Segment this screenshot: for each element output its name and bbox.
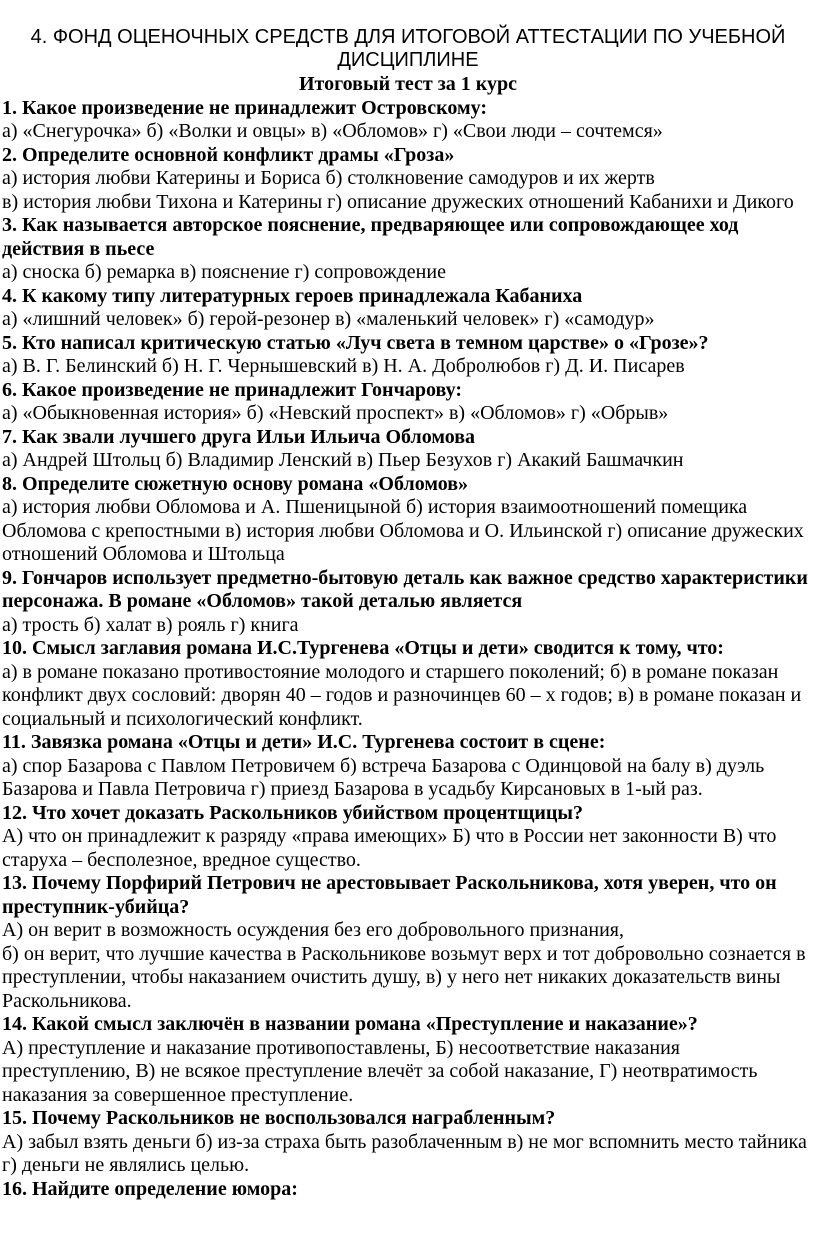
question-text: 1. Какое произведение не принадлежит Островскому: [2,96,488,119]
question-block [2,214,812,285]
answer-options: а) «Обыкновенная история» б) «Невский проспект» в) «Обломов» г) «Обрыв» [2,402,669,424]
answer-options: а) история любви Обломова и А. Пшеницыной б) история взаимоотношений помещика Обломова с крепостными в) история любви Обломова и О. Ильинской г) описание дружеских отношений Обломова и Штольца [2,496,804,565]
question-text: 2. Определите основной конфликт драмы «Гроза» [2,143,455,166]
answer-options: а) В. Г. Белинский б) Н. Г. Чернышевский в) Н. А. Добролюбов г) Д. И. Писарев [2,355,685,377]
question-block [2,379,812,426]
question-block [2,1107,812,1178]
question-text: 13. Почему Порфирий Петрович не арестовывает Раскольникова, хотя уверен, что он преступник-убийца? [2,872,777,918]
question-text: 11. Завязка романа «Отцы и дети» И.С. Тургенева состоит в сцене: [2,731,606,753]
answer-options: А) он верит в возможность осуждения без его добровольного признания, [2,919,624,941]
answer-options: а) сноска б) ремарка в) пояснение г) сопровождение [2,261,446,283]
question-text: 10. Смысл заглавия романа И.С.Тургенева «Отцы и дети» сводится к тому, что: [2,637,724,659]
question-block [2,802,812,873]
question-text: 12. Что хочет доказать Раскольников убийством процентщицы? [2,801,584,824]
question-block [2,332,812,379]
question-block [2,426,812,473]
answer-options: а) «Снегурочка» б) «Волки и овцы» в) «Обломов» г) «Свои люди – сочтемся» [2,120,663,142]
question-block [2,285,812,332]
question-block [2,731,812,802]
answer-options: а) спор Базарова с Павлом Петровичем б) встреча Базарова с Одинцовой на балу в) дуэль Базарова и Павла Петровича г) приезд Базарова в усадьбу Кирсановых в 1-ый раз. [2,754,765,800]
question-block [2,1178,812,1202]
answer-options: а) история любви Катерины и Бориса б) столкновение самодуров и их жертв [2,167,655,189]
test-title: Итоговый тест за 1 курс [298,73,518,95]
question-block [2,637,812,731]
question-text: 6. Какое произведение не принадлежит Гончарову: [2,378,462,401]
question-text: 7. Как звали лучшего друга Ильи Ильича Обломова [2,425,476,448]
answer-options: б) он верит, что лучшие качества в Раскольникове возьмут верх и тот добровольно сознается в преступлении, чтобы наказанием очистить душу, в) у него нет никаких доказательств вины Раскольникова. [2,942,806,1012]
question-text: 5. Кто написал критическую статью «Луч света в темном царстве» о «Грозе»? [2,331,709,354]
question-text: 14. Какой смысл заключён в названии романа «Преступление и наказание»? [2,1013,698,1035]
answer-options: в) история любви Тихона и Катерины г) описание дружеских отношений Кабанихи и Дикого [2,190,794,213]
question-text: 3. Как называется авторское пояснение, предваряющее или сопровождающее ход действия в пьесе [2,214,739,260]
document-header: 4. ФОНД ОЦЕНОЧНЫХ СРЕДСТВ ДЛЯ ИТОГОВОЙ АТТЕСТАЦИИ ПО УЧЕБНОЙ ДИСЦИПЛИНЕ [30,26,786,71]
question-text: 9. Гончаров использует предметно-бытовую деталь как важное средство характеристики персонажа. В романе «Обломов» такой деталью является [2,566,808,612]
question-block [2,872,812,1013]
question-text: 16. Найдите определение юмора: [2,1177,298,1200]
answer-options: А) забыл взять деньги б) из-за страха быть разоблаченным в) не мог вспомнить место тайника г) деньги не являлись целью. [2,1130,807,1176]
question-list [0,97,816,1202]
question-block [2,567,812,638]
answer-options: а) в романе показано противостояние молодого и старшего поколений; б) в романе показан конфликт двух сословий: дворян 40 – годов и разночинцев 60 – х годов; в) в романе показан и социальный и психологический конфликт. [2,660,802,730]
question-text: 4. К какому типу литературных героев принадлежала Кабаниха [2,284,583,307]
question-block [2,97,812,144]
answer-options: А) что он принадлежит к разряду «права имеющих» Б) что в России нет законности В) что старуха – бесполезное, вредное существо. [2,825,777,871]
question-block [2,1013,812,1107]
answer-options: а) «лишний человек» б) герой-резонер в) «маленький человек» г) «самодур» [2,308,655,330]
question-block [2,473,812,567]
answer-options: а) трость б) халат в) рояль г) книга [2,613,299,636]
answer-options: а) Андрей Штольц б) Владимир Ленский в) Пьер Безухов г) Акакий Башмачкин [2,449,684,471]
answer-options: А) преступление и наказание противопоставлены, Б) несоответствие наказания преступлению, В) не всякое преступление влечёт за собой наказание, Г) неотвратимость наказания за совершенное преступление. [2,1036,758,1106]
question-block [2,144,812,215]
question-text: 8. Определите сюжетную основу романа «Обломов» [2,472,468,495]
question-text: 15. Почему Раскольников не воспользовался награбленным? [2,1107,556,1129]
